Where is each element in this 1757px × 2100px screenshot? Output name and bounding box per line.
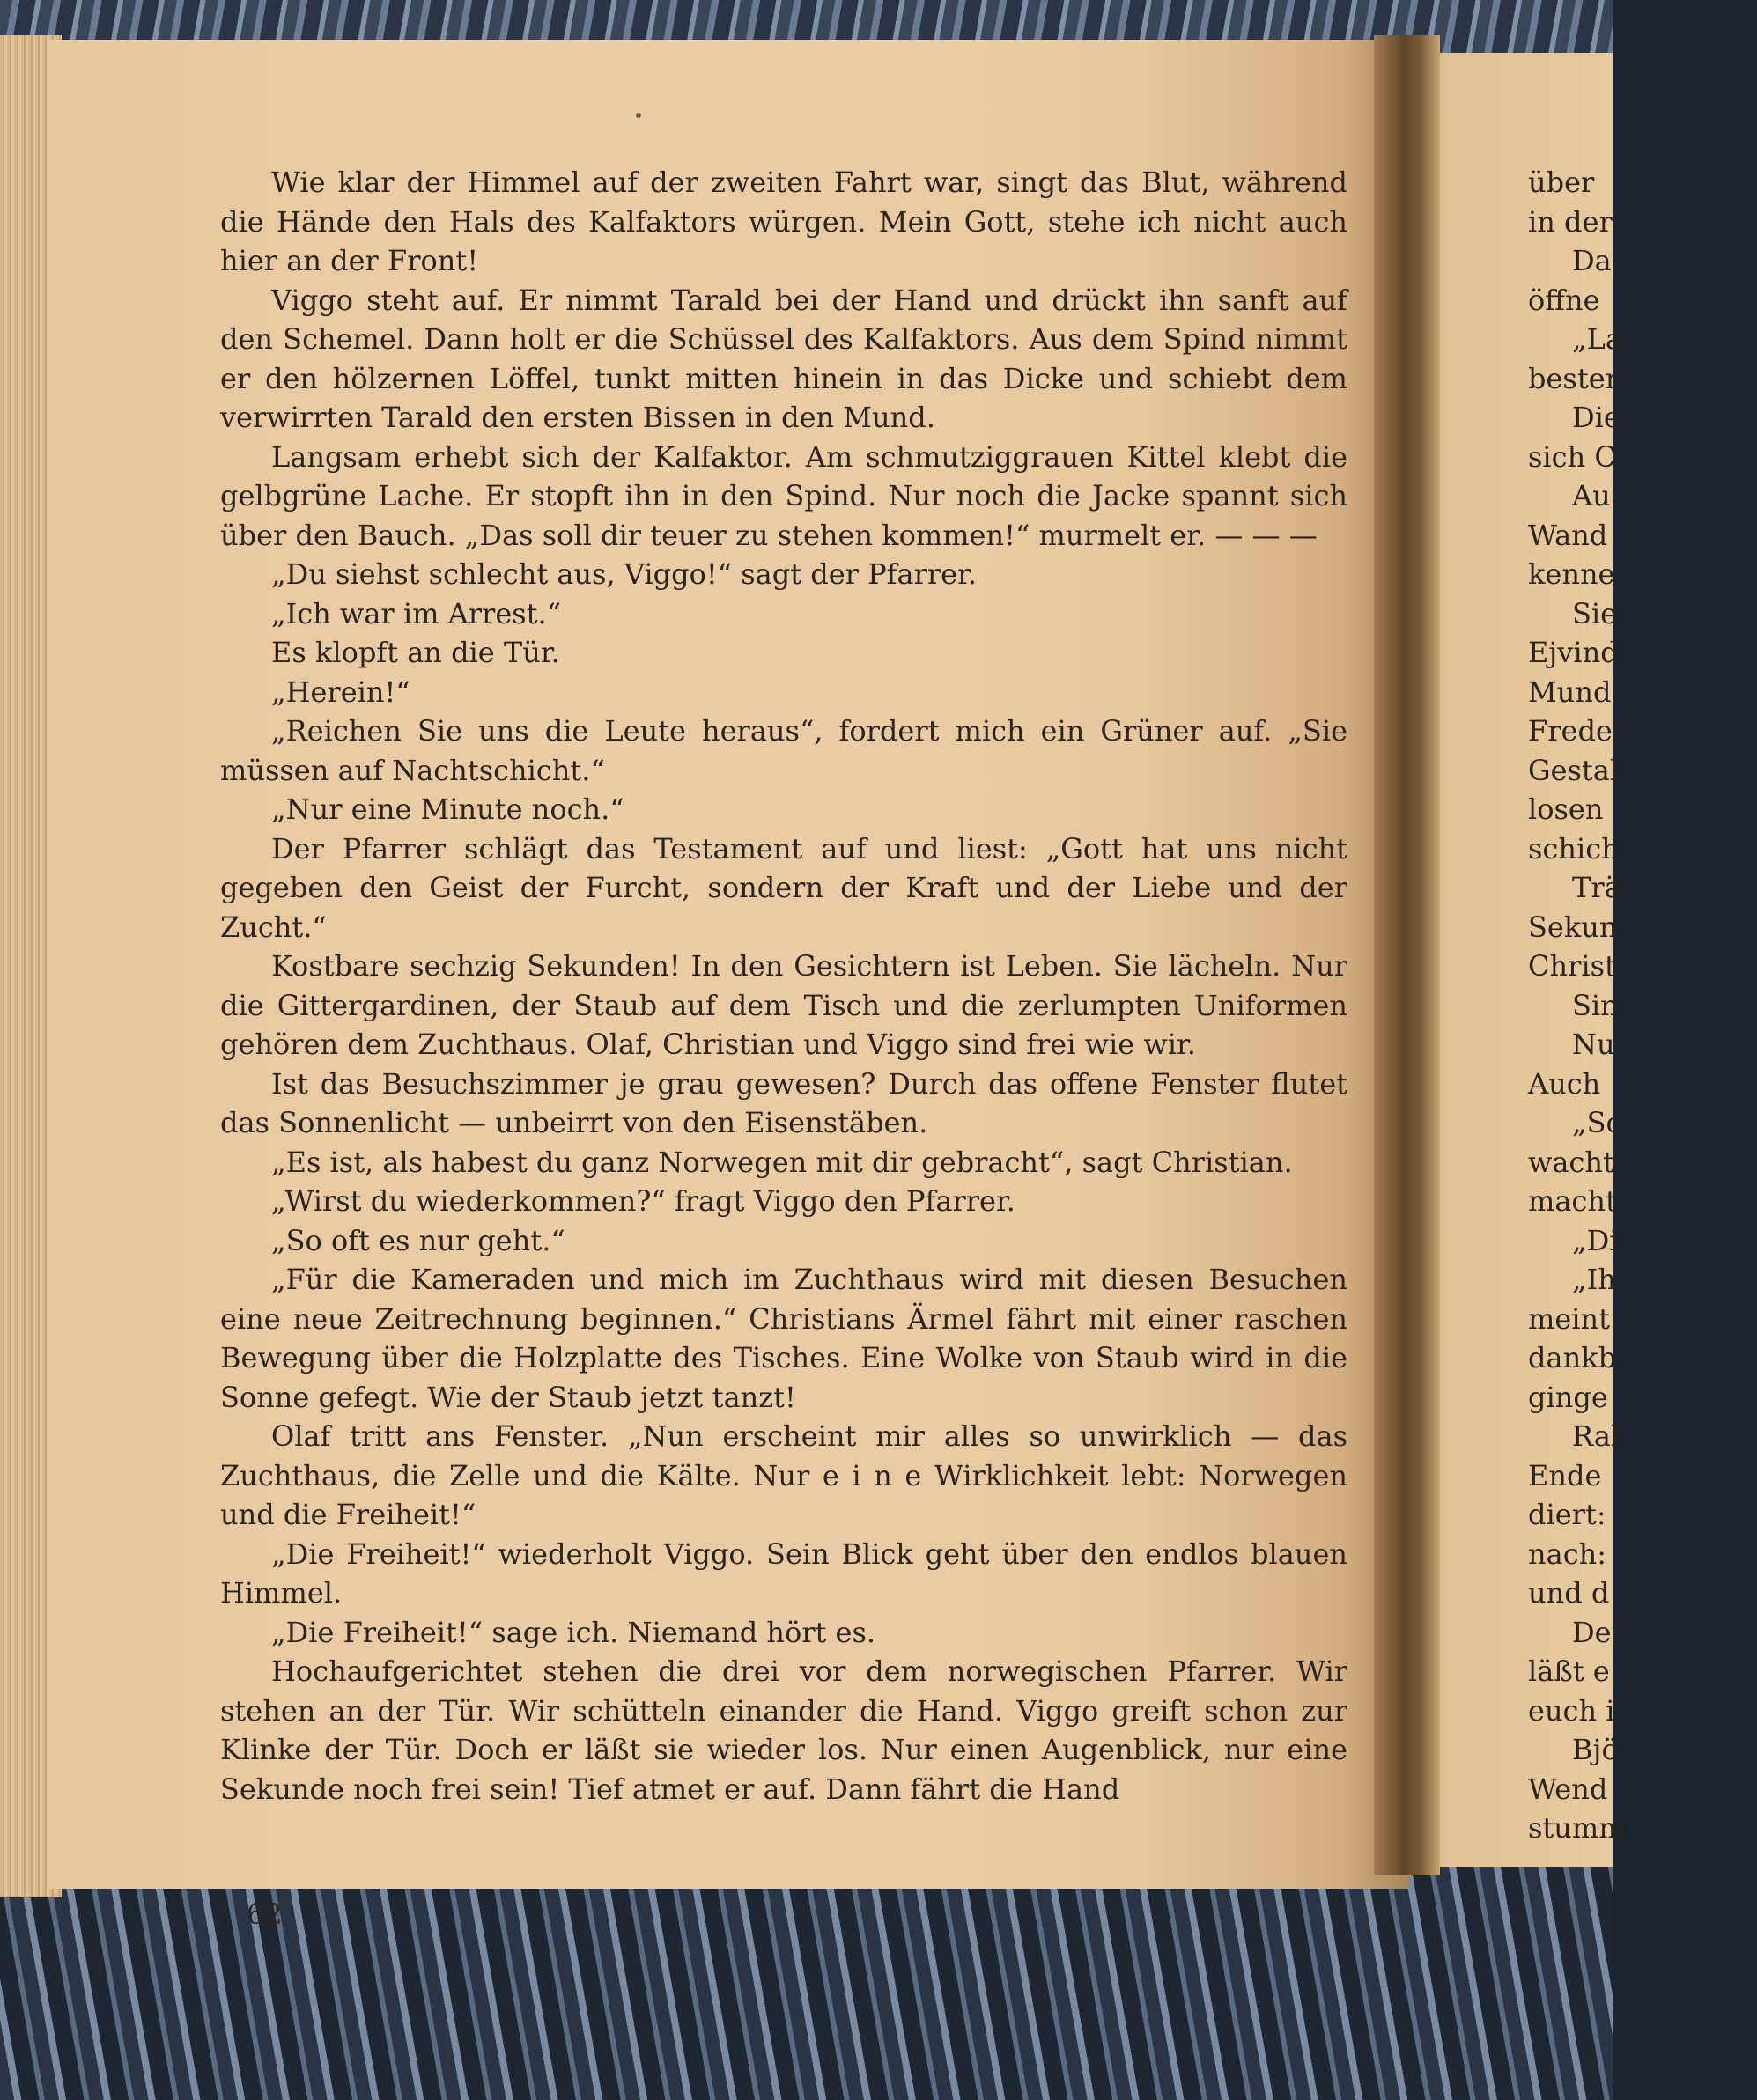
text-line: Wend bbox=[1528, 1772, 1608, 1806]
text-line: läßt e bbox=[1528, 1654, 1610, 1688]
paragraph: „Die Freiheit!“ sage ich. Niemand hört es. bbox=[271, 1615, 876, 1649]
text-line: in der bbox=[1528, 204, 1613, 239]
text-line: besten bbox=[1528, 361, 1624, 395]
text-line: „Ih bbox=[1572, 1263, 1616, 1296]
paragraph: Viggo steht auf. Er nimmt Tarald bei der Hand und drückt ihn sanft auf den Schemel. Dann holt er die Schüssel des Kalfaktors. Aus dem Spind nimmt er den hölzernen Löffel, tunkt mitten hinein in das Dicke und schiebt dem verwirrten Tarald den ersten Bissen in den Mund. bbox=[220, 283, 1347, 434]
paragraph: Ist das Besuchszimmer je grau gewesen? Durch das offene Fenster flutet das Sonnenlicht — unbeirrt von den Eisenstäben. bbox=[220, 1066, 1347, 1139]
paragraph: Es klopft an die Tür. bbox=[271, 636, 560, 669]
paragraph: „Reichen Sie uns die Leute heraus“, fordert mich ein Grüner auf. „Sie müssen auf Nachtschicht.“ bbox=[220, 714, 1347, 787]
paragraph: „Wirst du wiederkommen?“ fragt Viggo den Pfarrer. bbox=[271, 1184, 1015, 1218]
text-line: schich bbox=[1528, 831, 1620, 866]
paragraph: „So oft es nur geht.“ bbox=[271, 1223, 565, 1257]
paragraph: „Es ist, als habest du ganz Norwegen mit dir gebracht“, sagt Christian. bbox=[271, 1145, 1293, 1179]
text-line: Ral bbox=[1572, 1419, 1620, 1453]
paragraph: „Nur eine Minute noch.“ bbox=[271, 792, 624, 826]
text-line: diert: bbox=[1528, 1498, 1606, 1531]
text-line: Freder bbox=[1528, 714, 1627, 748]
text-line: Trä bbox=[1572, 871, 1621, 904]
text-line: macht bbox=[1528, 1184, 1617, 1218]
text-line: meint bbox=[1528, 1301, 1610, 1336]
text-line: Die bbox=[1572, 401, 1620, 434]
text-line: kenne bbox=[1528, 557, 1615, 591]
book-cover-bottom bbox=[0, 1853, 1613, 2100]
body-text bbox=[220, 163, 1347, 1809]
text-line: Auch bbox=[1528, 1066, 1601, 1101]
text-line: Nu bbox=[1572, 1028, 1615, 1061]
text-line: losen bbox=[1528, 792, 1604, 826]
paragraph: Der Pfarrer schlägt das Testament auf und liest: „Gott hat uns nicht gegeben den Geist der Furcht, sondern der Kraft und der Liebe und der Zucht.“ bbox=[220, 831, 1347, 944]
paragraph: Olaf tritt ans Fenster. „Nun erscheint mir alles so unwirklich — das Zuchthaus, die Zelle und die Kälte. Nur e i n e Wirklichkeit lebt: Norwegen und die Freiheit!“ bbox=[220, 1419, 1347, 1531]
text-line: euch i bbox=[1528, 1693, 1615, 1728]
paragraph: Langsam erhebt sich der Kalfaktor. Am schmutziggrauen Kittel klebt die gelbgrüne Lache. Er stopft ihn in den Spind. Nur noch die Jacke spannt sich über den Bauch. „Das soll dir teuer zu stehen kommen!“ murmelt er. — — — bbox=[220, 439, 1347, 552]
paragraph: „Für die Kameraden und mich im Zuchthaus wird mit diesen Besuchen eine neue Zeitrechnung beginnen.“ Christians Ärmel fährt mit einer raschen Bewegung über die Holzplatte des Tisches. Eine Wolke von Staub wird in die Sonne gefegt. Wie der Staub jetzt tanzt! bbox=[220, 1263, 1347, 1414]
text-line: und d bbox=[1528, 1576, 1610, 1610]
text-line: Christ bbox=[1528, 949, 1616, 983]
text-line: Da bbox=[1572, 244, 1612, 277]
paragraph: „Du siehst schlecht aus, Viggo!“ sagt der Pfarrer. bbox=[271, 557, 978, 591]
page-speck bbox=[636, 113, 641, 118]
text-line: Sekun bbox=[1528, 910, 1618, 944]
text-line: „Sc bbox=[1572, 1106, 1622, 1139]
text-line: Au bbox=[1572, 479, 1611, 512]
text-line: sich C bbox=[1528, 439, 1616, 474]
text-line: dankb bbox=[1528, 1341, 1617, 1374]
text-line: Sin bbox=[1572, 988, 1619, 1022]
text-line: über bbox=[1528, 166, 1595, 199]
text-line: Gestal bbox=[1528, 753, 1620, 787]
text-line: „Di bbox=[1572, 1223, 1619, 1257]
paragraph: „Ich war im Arrest.“ bbox=[271, 596, 562, 630]
text-line: ginge bbox=[1528, 1380, 1608, 1414]
paragraph: Kostbare sechzig Sekunden! In den Gesichtern ist Leben. Sie lächeln. Nur die Gittergardinen, der Staub auf dem Tisch und die zerlumpten Uniformen gehören dem Zuchthaus. Olaf, Christian und Viggo sind frei wie wir. bbox=[220, 949, 1347, 1061]
paragraph: Wie klar der Himmel auf der zweiten Fahrt war, singt das Blut, während die Hände den Hals des Kalfaktors würgen. Mein Gott, stehe ich nicht auch hier an der Front! bbox=[220, 166, 1347, 277]
text-line: Sie bbox=[1572, 596, 1618, 630]
text-line: öffne bbox=[1528, 283, 1600, 317]
text-line: Mund bbox=[1528, 674, 1612, 709]
text-line: nach: bbox=[1528, 1536, 1606, 1571]
paragraph: „Die Freiheit!“ wiederholt Viggo. Sein Blick geht über den endlos blauen Himmel. bbox=[220, 1536, 1347, 1610]
text-line: „La bbox=[1572, 322, 1622, 356]
book-gutter bbox=[1374, 35, 1440, 1875]
text-line: Bjö bbox=[1572, 1733, 1619, 1766]
paragraph: Hochaufgerichtet stehen die drei vor dem norwegischen Pfarrer. Wir stehen an der Tür. Wir schütteln einander die Hand. Viggo greift schon zur Klinke der Tür. Doch er läßt sie wieder los. Nur einen Augenblick, nur eine Sekunde noch frei sein! Tief atmet er auf. Dann fährt die Hand bbox=[220, 1654, 1347, 1806]
text-line: wacht bbox=[1528, 1145, 1614, 1179]
paragraph: „Herein!“ bbox=[271, 674, 410, 709]
text-line: Wand bbox=[1528, 518, 1608, 552]
text-line: Ende bbox=[1528, 1458, 1602, 1492]
text-line: stumm bbox=[1528, 1811, 1626, 1845]
page-number: 62 bbox=[247, 1897, 283, 1931]
right-page-text bbox=[1528, 163, 1757, 1848]
text-line: Der bbox=[1572, 1615, 1625, 1649]
text-line: Ejvind bbox=[1528, 636, 1619, 669]
